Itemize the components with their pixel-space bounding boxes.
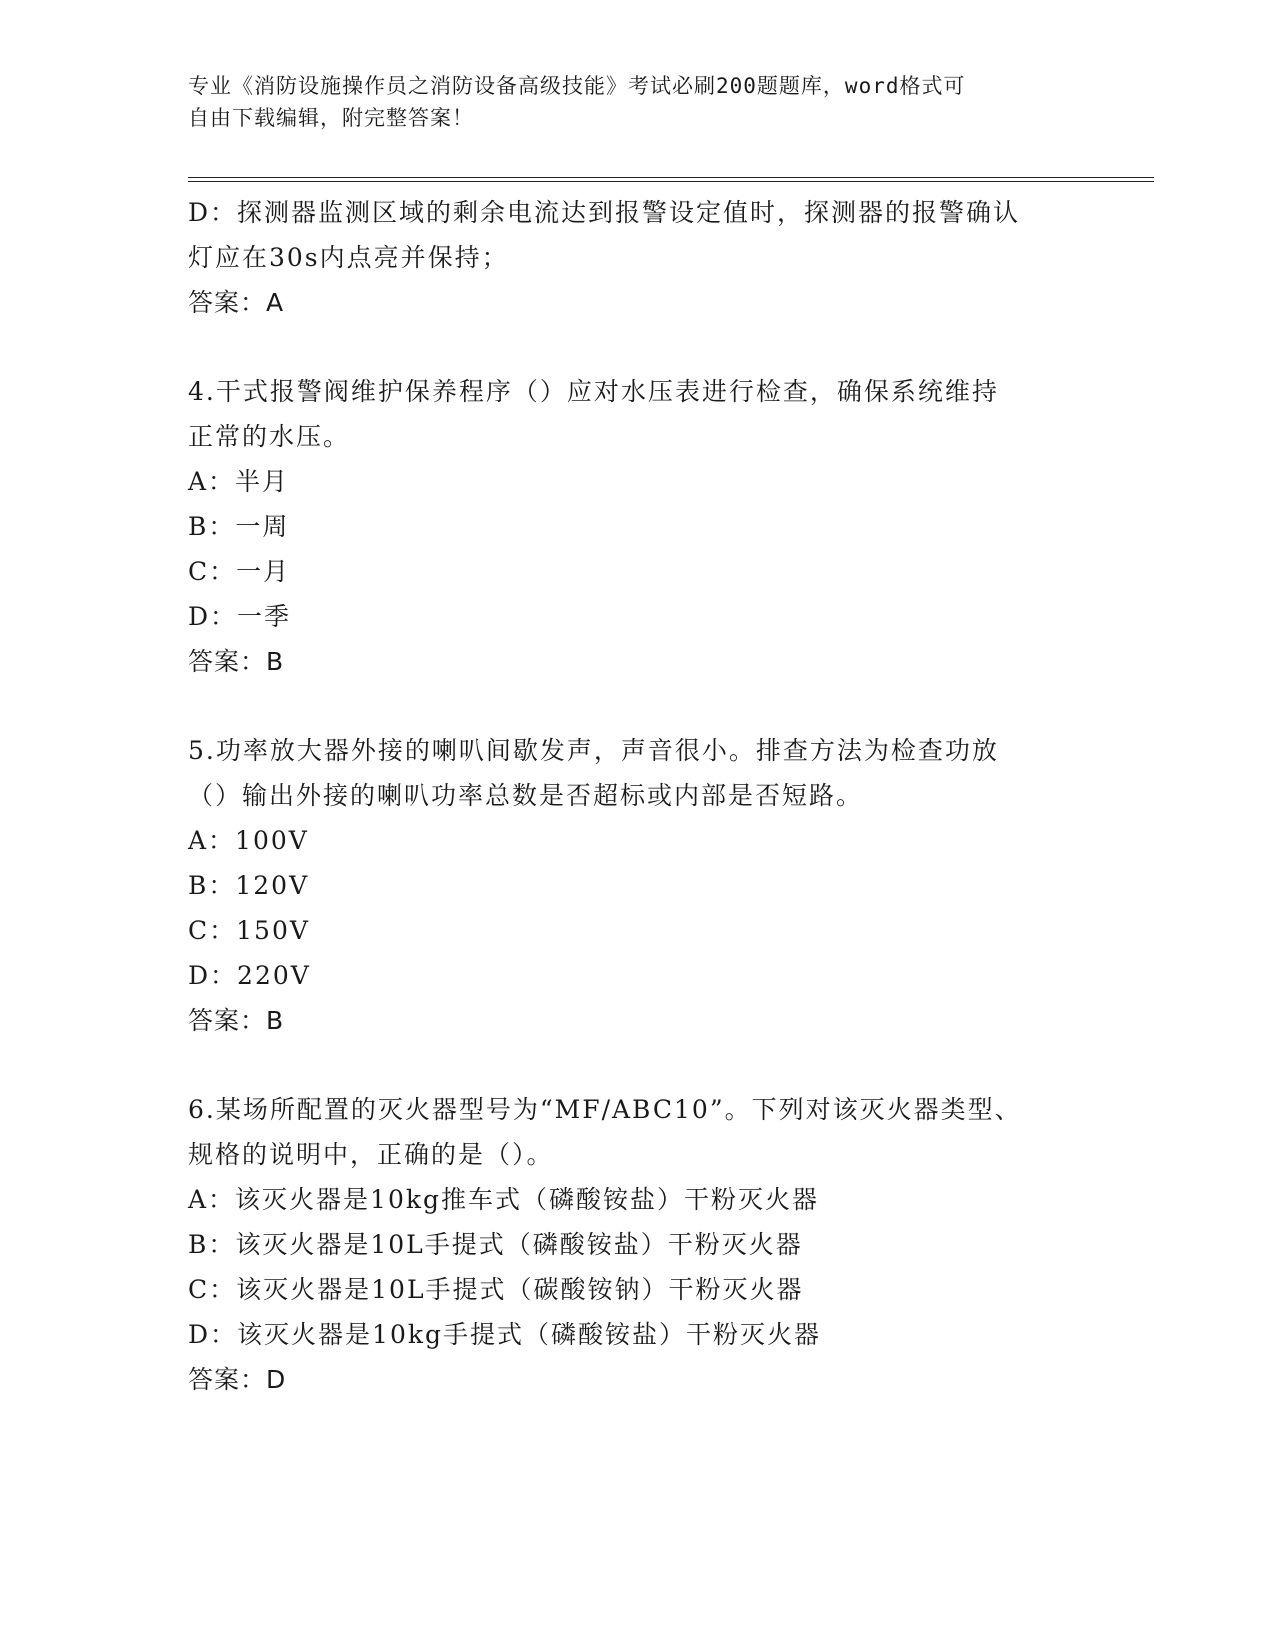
answer-line: 答案：A — [188, 288, 285, 317]
spacer — [188, 1043, 1088, 1087]
option-c: C：150V — [188, 916, 310, 945]
option-d: D：220V — [188, 961, 311, 990]
option-a: A：100V — [188, 826, 309, 855]
option-b: B：一周 — [188, 512, 290, 541]
question-4 — [188, 369, 1088, 684]
answer-line: 答案：D — [188, 1365, 287, 1394]
option-a: A：该灭火器是10kg推车式（磷酸铵盐）干粉灭火器 — [188, 1185, 820, 1214]
page-header — [188, 70, 1088, 134]
option-d-line-1: D：探测器监测区域的剩余电流达到报警设定值时，探测器的报警确认 — [188, 198, 1021, 227]
question-3-tail — [188, 190, 1088, 325]
spacer — [188, 684, 1088, 728]
option-b: B：120V — [188, 871, 310, 900]
header-divider — [188, 177, 1154, 182]
option-c: C：一月 — [188, 557, 291, 586]
header-line-2: 自由下载编辑，附完整答案！ — [188, 106, 474, 130]
question-5 — [188, 728, 1088, 1043]
question-content — [188, 190, 1088, 1402]
question-stem-line-1: 6.某场所配置的灭火器型号为“MF/ABC10”。下列对该灭火器类型、 — [188, 1095, 1022, 1124]
question-stem-line-2: （）输出外接的喇叭功率总数是否超标或内部是否短路。 — [188, 781, 864, 810]
option-c: C：该灭火器是10L手提式（碳酸铵钠）干粉灭火器 — [188, 1275, 804, 1304]
question-stem-line-2: 规格的说明中，正确的是（）。 — [188, 1140, 554, 1169]
question-6 — [188, 1087, 1088, 1402]
spacer — [188, 325, 1088, 369]
answer-line: 答案：B — [188, 647, 285, 676]
option-b: B：该灭火器是10L手提式（磷酸铵盐）干粉灭火器 — [188, 1230, 803, 1259]
question-stem-line-1: 4.干式报警阀维护保养程序（）应对水压表进行检查，确保系统维持 — [188, 377, 999, 406]
option-d-line-2: 灯应在30s内点亮并保持； — [188, 243, 509, 272]
answer-line: 答案：B — [188, 1006, 285, 1035]
option-a: A：半月 — [188, 467, 290, 496]
header-line-1: 专业《消防设施操作员之消防设备高级技能》考试必刷200题题库，word格式可 — [188, 74, 966, 98]
question-stem-line-1: 5.功率放大器外接的喇叭间歇发声，声音很小。排查方法为检查功放 — [188, 736, 999, 765]
option-d: D：该灭火器是10kg手提式（磷酸铵盐）干粉灭火器 — [188, 1320, 822, 1349]
option-d: D：一季 — [188, 602, 292, 631]
question-stem-line-2: 正常的水压。 — [188, 422, 351, 451]
